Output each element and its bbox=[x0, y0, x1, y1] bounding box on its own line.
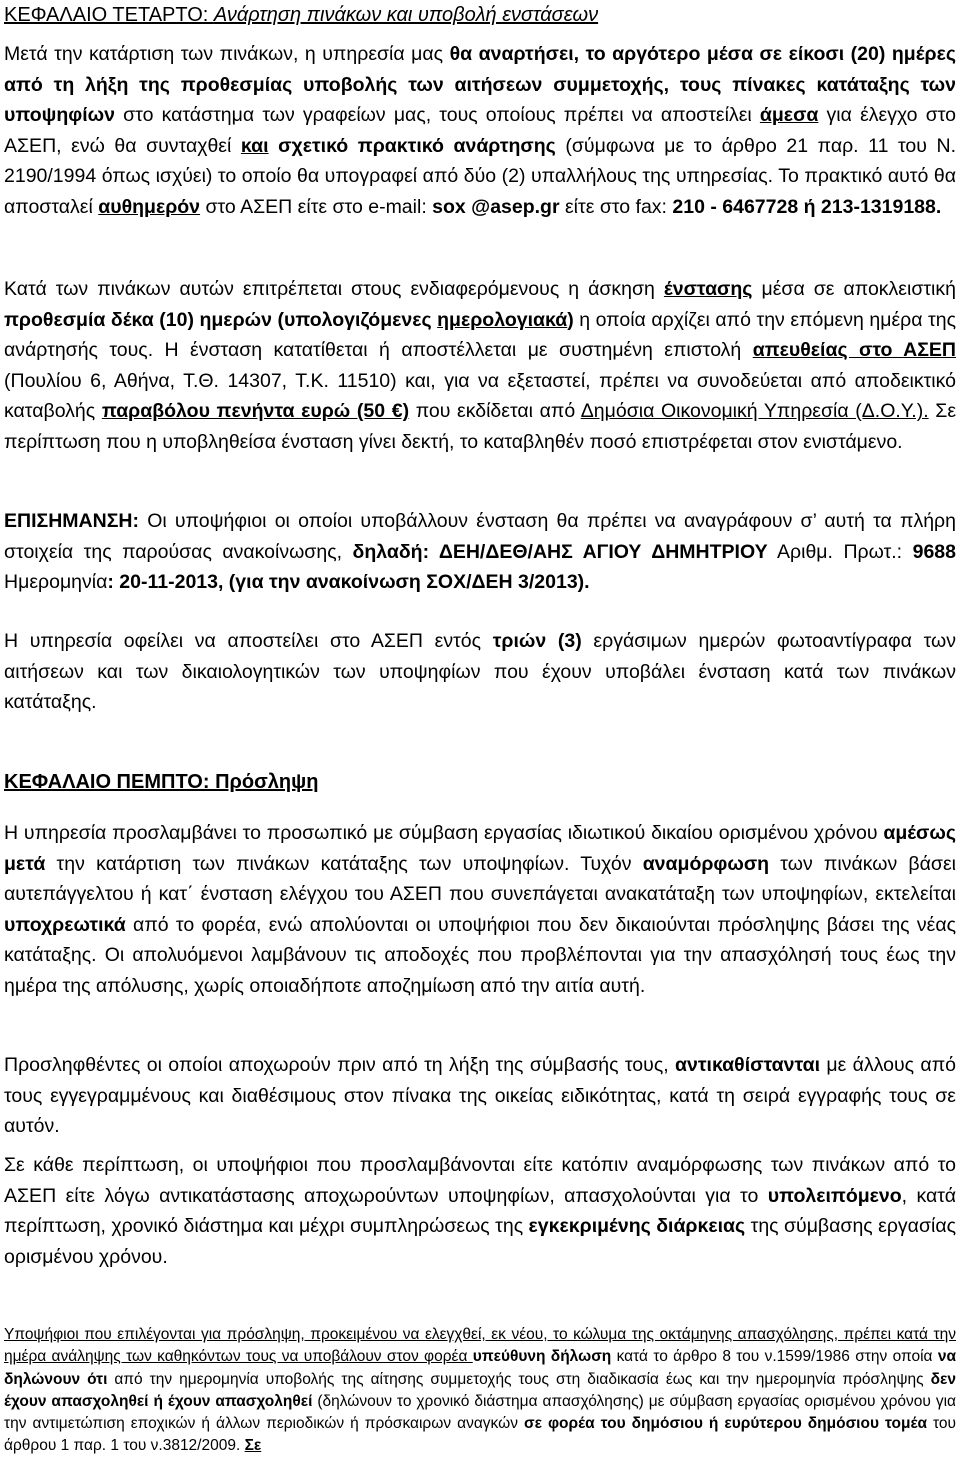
text-run-bold: υπολειπόμενο bbox=[767, 1184, 902, 1207]
text-run: είτε στο fax: bbox=[559, 195, 673, 218]
text-run-bold: να δηλώνουν ότι bbox=[4, 1348, 956, 1388]
text-run-underline: Δημόσια Οικονομική Υπηρεσία (Δ.Ο.Υ.). bbox=[580, 400, 929, 423]
notice-label: ΕΠΙΣΗΜΑΝΣΗ: bbox=[4, 510, 139, 532]
text-run-bold-underline: Σε bbox=[244, 1437, 262, 1455]
text-run-bold-underline: άμεσα bbox=[759, 104, 819, 127]
text-run: του άρθρου 1 παρ. 1 του ν.3812/2009. bbox=[4, 1415, 956, 1455]
text-run: για έλεγχο στο ΑΣΕΠ, ενώ θα συνταχθεί bbox=[4, 104, 956, 157]
text-run: της σύμβασης εργασίας ορισμένου χρόνου. bbox=[4, 1215, 956, 1268]
text-run-bold: αναμόρφωση bbox=[642, 852, 770, 875]
text-run-bold-underline: ένστασης bbox=[663, 278, 753, 300]
text-run: των πινάκων βάσει αυτεπάγγελτου ή κατ΄ ένσταση ελέγχου του ΑΣΕΠ που συνεπάγεται ανακατάταξη των υποψηφίων, εκτελείται bbox=[4, 852, 956, 906]
protocol-number: 9688 bbox=[912, 540, 956, 563]
chapter5-paragraph-3 bbox=[4, 1150, 956, 1272]
text-run-bold: θα αναρτήσει, το αργότερο μέσα σε είκοσι (20) ημέρες από τη λήξη της προθεσμίας υποβολής των αιτήσεων συμμετοχής, τους πίνακες κατάταξης των υποψηφίων bbox=[4, 43, 956, 127]
text-run: που εκδίδεται από bbox=[409, 400, 581, 423]
text-run: κατά το άρθρο 8 του ν.1599/1986 στην οποία bbox=[611, 1348, 938, 1366]
text-run: , κατά περίπτωση, χρονικό διάστημα και μέχρι συμπληρώσεως της bbox=[4, 1184, 956, 1238]
text-run: Κατά των πινάκων αυτών επιτρέπεται στους ενδιαφερόμενους η άσκηση bbox=[4, 278, 664, 300]
text-run: μέσα σε αποκλειστική bbox=[752, 278, 956, 300]
chapter5-heading bbox=[4, 769, 956, 795]
chapter5-note bbox=[4, 1324, 956, 1458]
text-run: Η υπηρεσία προσλαμβάνει το προσωπικό με σύμβαση εργασίας ιδιωτικού δικαίου ορισμένου χρόνου bbox=[4, 822, 884, 844]
text-run-bold: αμέσως μετά bbox=[4, 822, 956, 875]
chapter5-title: ΚΕΦΑΛΑΙΟ ΠΕΜΠΤΟ: Πρόσληψη bbox=[4, 771, 319, 793]
text-run: (σύμφωνα με το άρθρο 21 παρ. 11 του Ν. 2190/1994 όπως ισχύει) το οποίο θα υπογραφεί από δύο (2) υπαλλήλους της υπηρεσίας. Το πρακτικό αυτό θα αποσταλεί bbox=[4, 134, 957, 218]
text-run-bold: δεν έχουν απασχοληθεί ή έχουν απασχοληθεί bbox=[4, 1370, 956, 1410]
chapter4-notice-paragraph bbox=[4, 506, 956, 598]
text-run-bold: αντικαθίστανται bbox=[675, 1054, 821, 1076]
text-run: Οι υποψήφιοι οι οποίοι υποβάλλουν ένσταση θα πρέπει να αναγράφουν σ’ αυτή τα πλήρη στοιχεία της παρούσας ανακοίνωσης, bbox=[4, 510, 956, 563]
text-run: η οποία αρχίζει από την επόμενη ημέρα της ανάρτησής τους. Η ένσταση κατατίθεται ή αποστέλλεται με συστημένη επιστολή bbox=[4, 308, 956, 362]
text-run: (Πουλίου 6, Αθήνα, Τ.Θ. 14307, Τ.Κ. 11510) και, για να εξεταστεί, πρέπει να συνοδεύεται από αποδεικτικό καταβολής bbox=[4, 369, 956, 423]
fax-numbers: 210 - 6467728 ή 213-1319188. bbox=[672, 195, 942, 218]
text-run-bold-underline: αυθημερόν bbox=[98, 195, 201, 218]
text-run: στο κατάστημα των γραφείων μας, τους οποίους πρέπει να αποστείλει bbox=[114, 104, 760, 127]
fee-amount: παραβόλου πενήντα ευρώ (50 €) bbox=[101, 400, 410, 423]
text-run: Σε περίπτωση που η υποβληθείσα ένσταση γίνει δεκτή, το καταβληθέν ποσό επιστρέφεται στον ενιστάμενο. bbox=[4, 400, 957, 453]
text-run-bold: σε φορέα του δημόσιου ή ευρύτερου δημόσιου τομέα bbox=[523, 1415, 927, 1433]
text-run: Ημερομηνία bbox=[4, 571, 108, 594]
text-run-bold: υπεύθυνη δήλωση bbox=[472, 1348, 612, 1366]
text-run: Μετά την κατάρτιση των πινάκων, η υπηρεσία μας bbox=[4, 43, 450, 65]
text-run-bold: σχετικό πρακτικό ανάρτησης bbox=[278, 134, 556, 157]
chapter5-paragraph-2 bbox=[4, 1050, 956, 1142]
chapter5-paragraph-1 bbox=[4, 818, 956, 1002]
chapter4-title-prefix: ΚΕΦΑΛΑΙΟ ΤΕΤΑΡΤΟ: bbox=[4, 4, 214, 26]
text-run: Η υπηρεσία οφείλει να αποστείλει στο ΑΣΕΠ εντός bbox=[4, 630, 493, 652]
text-run: την κατάρτιση των πινάκων κατάταξης των υποψηφίων. Τυχόν bbox=[45, 852, 643, 875]
text-run: από την ημερομηνία υποβολής της αίτησης συμμετοχής τους στη διαδικασία έως και την ημερομηνία πρόσληψης bbox=[107, 1370, 931, 1388]
chapter4-title: Ανάρτηση πινάκων και υποβολή ενστάσεων bbox=[213, 4, 599, 26]
text-run-underline: Υποψήφιοι που επιλέγονται για πρόσληψη, προκειμένου να ελεγχθεί, εκ νέου, το κώλυμα της οκτάμηνης απασχόλησης, πρέπει κατά την ημέρα ανάληψης των καθηκόντων τους να υποβάλουν στον φορέα bbox=[4, 1326, 956, 1366]
text-run-bold: υποχρεωτικά bbox=[4, 913, 126, 936]
chapter4-heading bbox=[4, 2, 956, 28]
email-address: sox @asep.gr bbox=[432, 195, 560, 218]
text-run: εργάσιμων ημερών φωτοαντίγραφα των αιτήσεων και των δικαιολογητικών των υποψηφίων που έχουν υποβάλει ένσταση κατά των πινάκων κατάταξης. bbox=[4, 630, 957, 714]
chapter4-paragraph-1 bbox=[4, 39, 956, 223]
chapter4-paragraph-4 bbox=[4, 626, 956, 718]
text-run: Σε κάθε περίπτωση, οι υποψήφιοι που προσλαμβάνονται είτε κατόπιν αναμόρφωσης των πινάκων από το ΑΣΕΠ είτε λόγω αντικατάστασης αποχωρούντων υποψηφίων, απασχολούνται για το bbox=[4, 1154, 956, 1207]
announcement-date: : 20-11-2013, (για την ανακοίνωση ΣΟΧ/ΔΕΗ 3/2013). bbox=[107, 571, 590, 594]
text-run: Προσληφθέντες οι οποίοι αποχωρούν πριν από τη λήξη της σύμβασής τους, bbox=[4, 1054, 675, 1076]
text-run: στο ΑΣΕΠ είτε στο e-mail: bbox=[200, 195, 433, 218]
text-run-bold: προθεσμία δέκα (10) ημερών (υπολογιζόμενες bbox=[4, 308, 438, 331]
text-run-bold: δηλαδή: ΔΕΗ/ΔΕΘ/ΑΗΣ ΑΓΙΟΥ ΔΗΜΗΤΡΙΟΥ bbox=[352, 540, 768, 563]
chapter4-paragraph-2 bbox=[4, 274, 956, 458]
text-run: Αριθμ. Πρωτ.: bbox=[767, 540, 913, 563]
text-run-bold-underline: ημερολογιακά bbox=[437, 308, 568, 331]
text-run bbox=[269, 135, 279, 157]
text-run-bold: εγκεκριμένης διάρκειας bbox=[528, 1215, 746, 1238]
text-run: με άλλους από τους εγγεγραμμένους και διαθέσιμους στον πίνακα της οικείας ειδικότητας, κατά τη σειρά εγγραφής τους σε αυτόν. bbox=[4, 1054, 956, 1138]
text-run-bold: τριών (3) bbox=[492, 630, 582, 652]
text-run-bold-underline: απευθείας στο ΑΣΕΠ bbox=[752, 339, 956, 362]
text-run: από το φορέα, ενώ απολύονται οι υποψήφιοι που δεν δικαιούνται πρόσληψης βάσει της νέας κατάταξης. Οι απολυόμενοι λαμβάνουν τις αποδοχές που προβλέπονται για την απασχόλησή τους έως την ημέρα της απόλυσης, χωρίς οποιαδήποτε αποζημίωση από την αιτία αυτή. bbox=[4, 913, 956, 997]
text-run-bold-underline: και bbox=[240, 134, 269, 157]
text-run: (δηλώνουν το χρονικό διάστημα απασχόλησης) με σύμβαση εργασίας ορισμένου χρόνου για την αντιμετώπιση εποχικών ή άλλων περιοδικών ή πρόσκαιρων αναγκών bbox=[4, 1392, 956, 1433]
text-run-bold: ) bbox=[567, 308, 574, 331]
